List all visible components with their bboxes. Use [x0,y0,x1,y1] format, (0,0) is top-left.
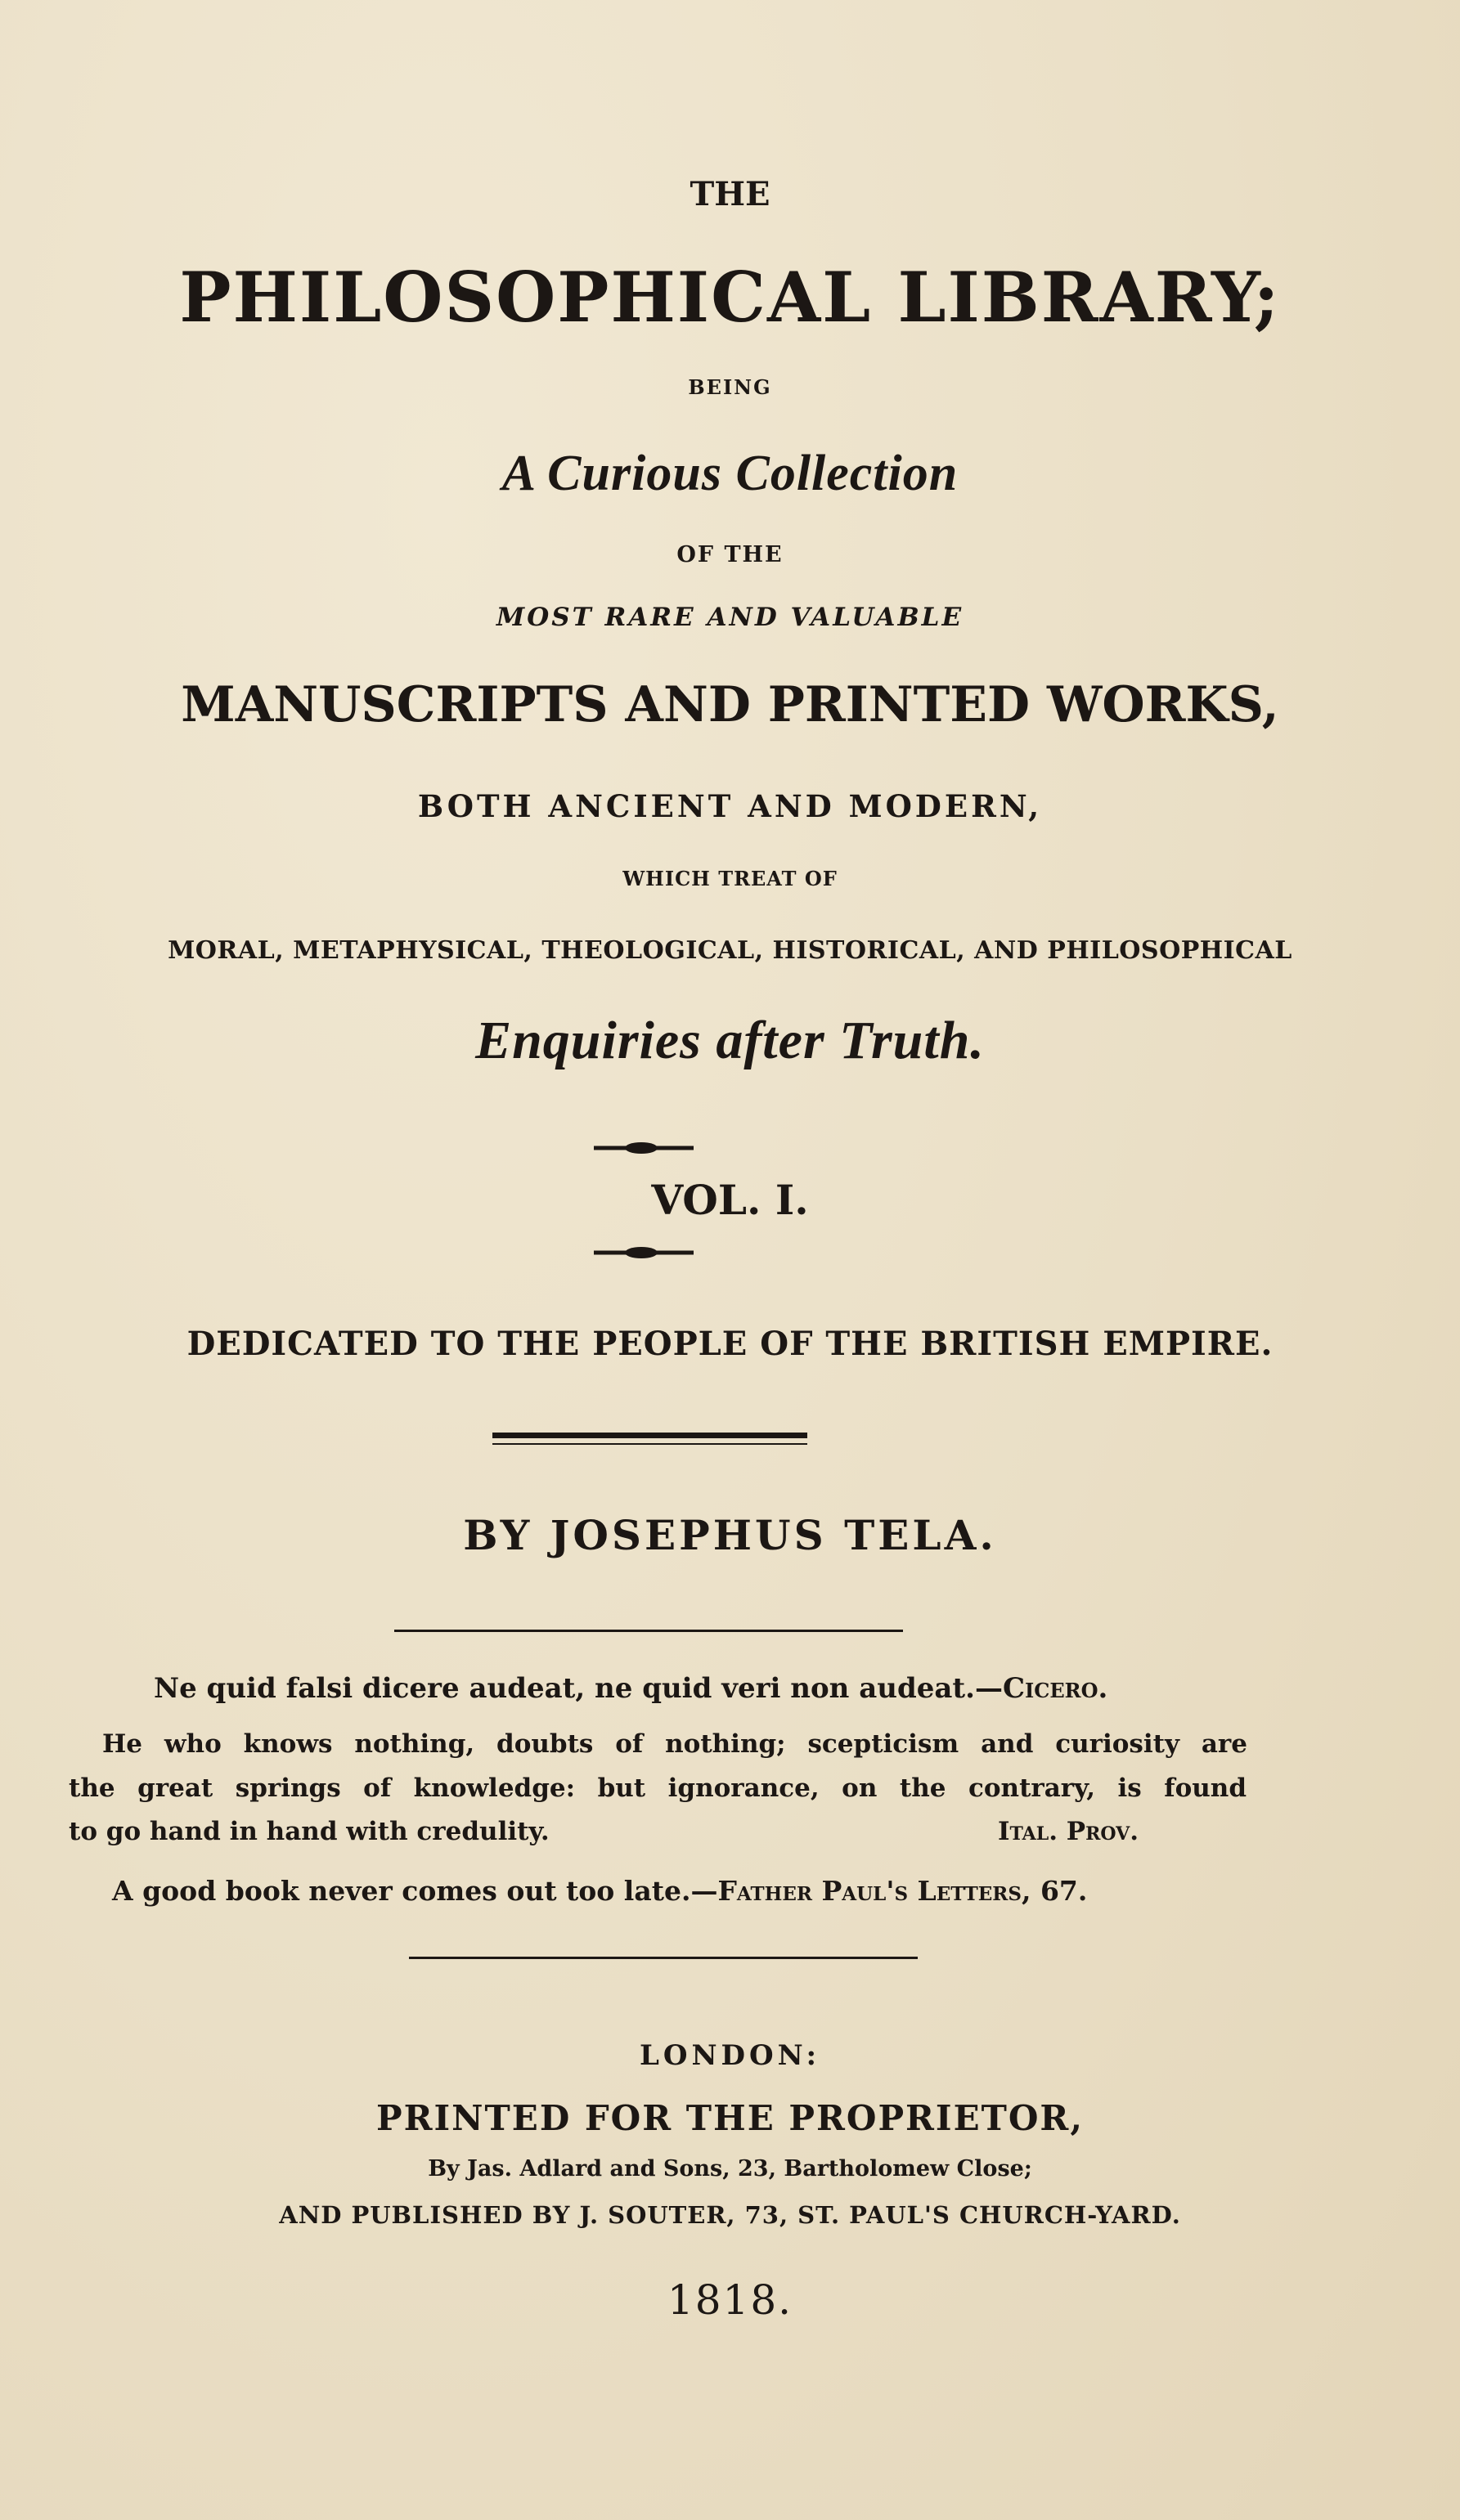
subjects-line: MORAL, METAPHYSICAL, THEOLOGICAL, HISTORICAL, AND PHILOSOPHICAL [168,936,1292,965]
cicero-attribution: Cicero. [1002,1672,1108,1705]
imprint-printed-for: PRINTED FOR THE PROPRIETOR, [376,2098,1084,2138]
dedication-line: DEDICATED TO THE PEOPLE OF THE BRITISH EMPIRE. [186,1325,1274,1363]
imprint-city: LONDON: [639,2039,821,2072]
imprint-publisher: AND PUBLISHED BY J. SOUTER, 73, ST. PAUL'S CHURCH-YARD. [279,2201,1181,2229]
bottom-volume-ornament [591,1243,697,1262]
enquiries-after-truth: Enquiries after Truth. [475,1011,985,1070]
author-line: BY JOSEPHUS TELA. [463,1511,997,1559]
italian-proverb-line-3: to go hand in hand with credulity. [69,1817,550,1846]
father-paul-quote-text: A good book never comes out too late.— [112,1875,718,1907]
being-label: BEING [688,375,772,399]
main-title: PHILOSOPHICAL LIBRARY; [179,257,1281,338]
title-the: THE [690,175,770,213]
double-rule-top [492,1433,807,1438]
curious-collection: A Curious Collection [501,446,959,501]
cicero-epigraph [154,1672,1108,1705]
most-rare-label: MOST RARE AND VALUABLE [496,603,964,632]
father-paul-epigraph [112,1875,1088,1907]
double-rule-bottom [492,1443,807,1445]
father-paul-page: , 67. [1021,1875,1088,1907]
top-volume-ornament [591,1138,697,1158]
of-the-label: OF THE [676,542,784,567]
which-treat-label: WHICH TREAT OF [622,867,838,890]
manuscripts-heading: MANUSCRIPTS AND PRINTED WORKS, [181,676,1279,733]
ancient-modern-label: BOTH ANCIENT AND MODERN, [417,788,1043,824]
imprint-printer: By Jas. Adlard and Sons, 23, Bartholomew Close; [428,2156,1032,2181]
epigraph-rule-top [394,1630,903,1632]
italian-proverb-line-2: the great springs of knowledge: but ignorance, on the contrary, is found [69,1773,1247,1803]
italian-proverb-line-1: He who knows nothing, doubts of nothing; scepticism and curiosity are [102,1729,1247,1759]
imprint-year: 1818. [667,2276,793,2324]
italian-proverb-attribution: Ital. Prov. [998,1817,1139,1846]
epigraph-rule-bottom [409,1957,918,1959]
father-paul-attribution: Father Paul's Letters [717,1875,1022,1907]
cicero-quote-text: Ne quid falsi dicere audeat, ne quid veri non audeat.— [154,1672,1003,1705]
volume-number: VOL. I. [651,1176,809,1224]
